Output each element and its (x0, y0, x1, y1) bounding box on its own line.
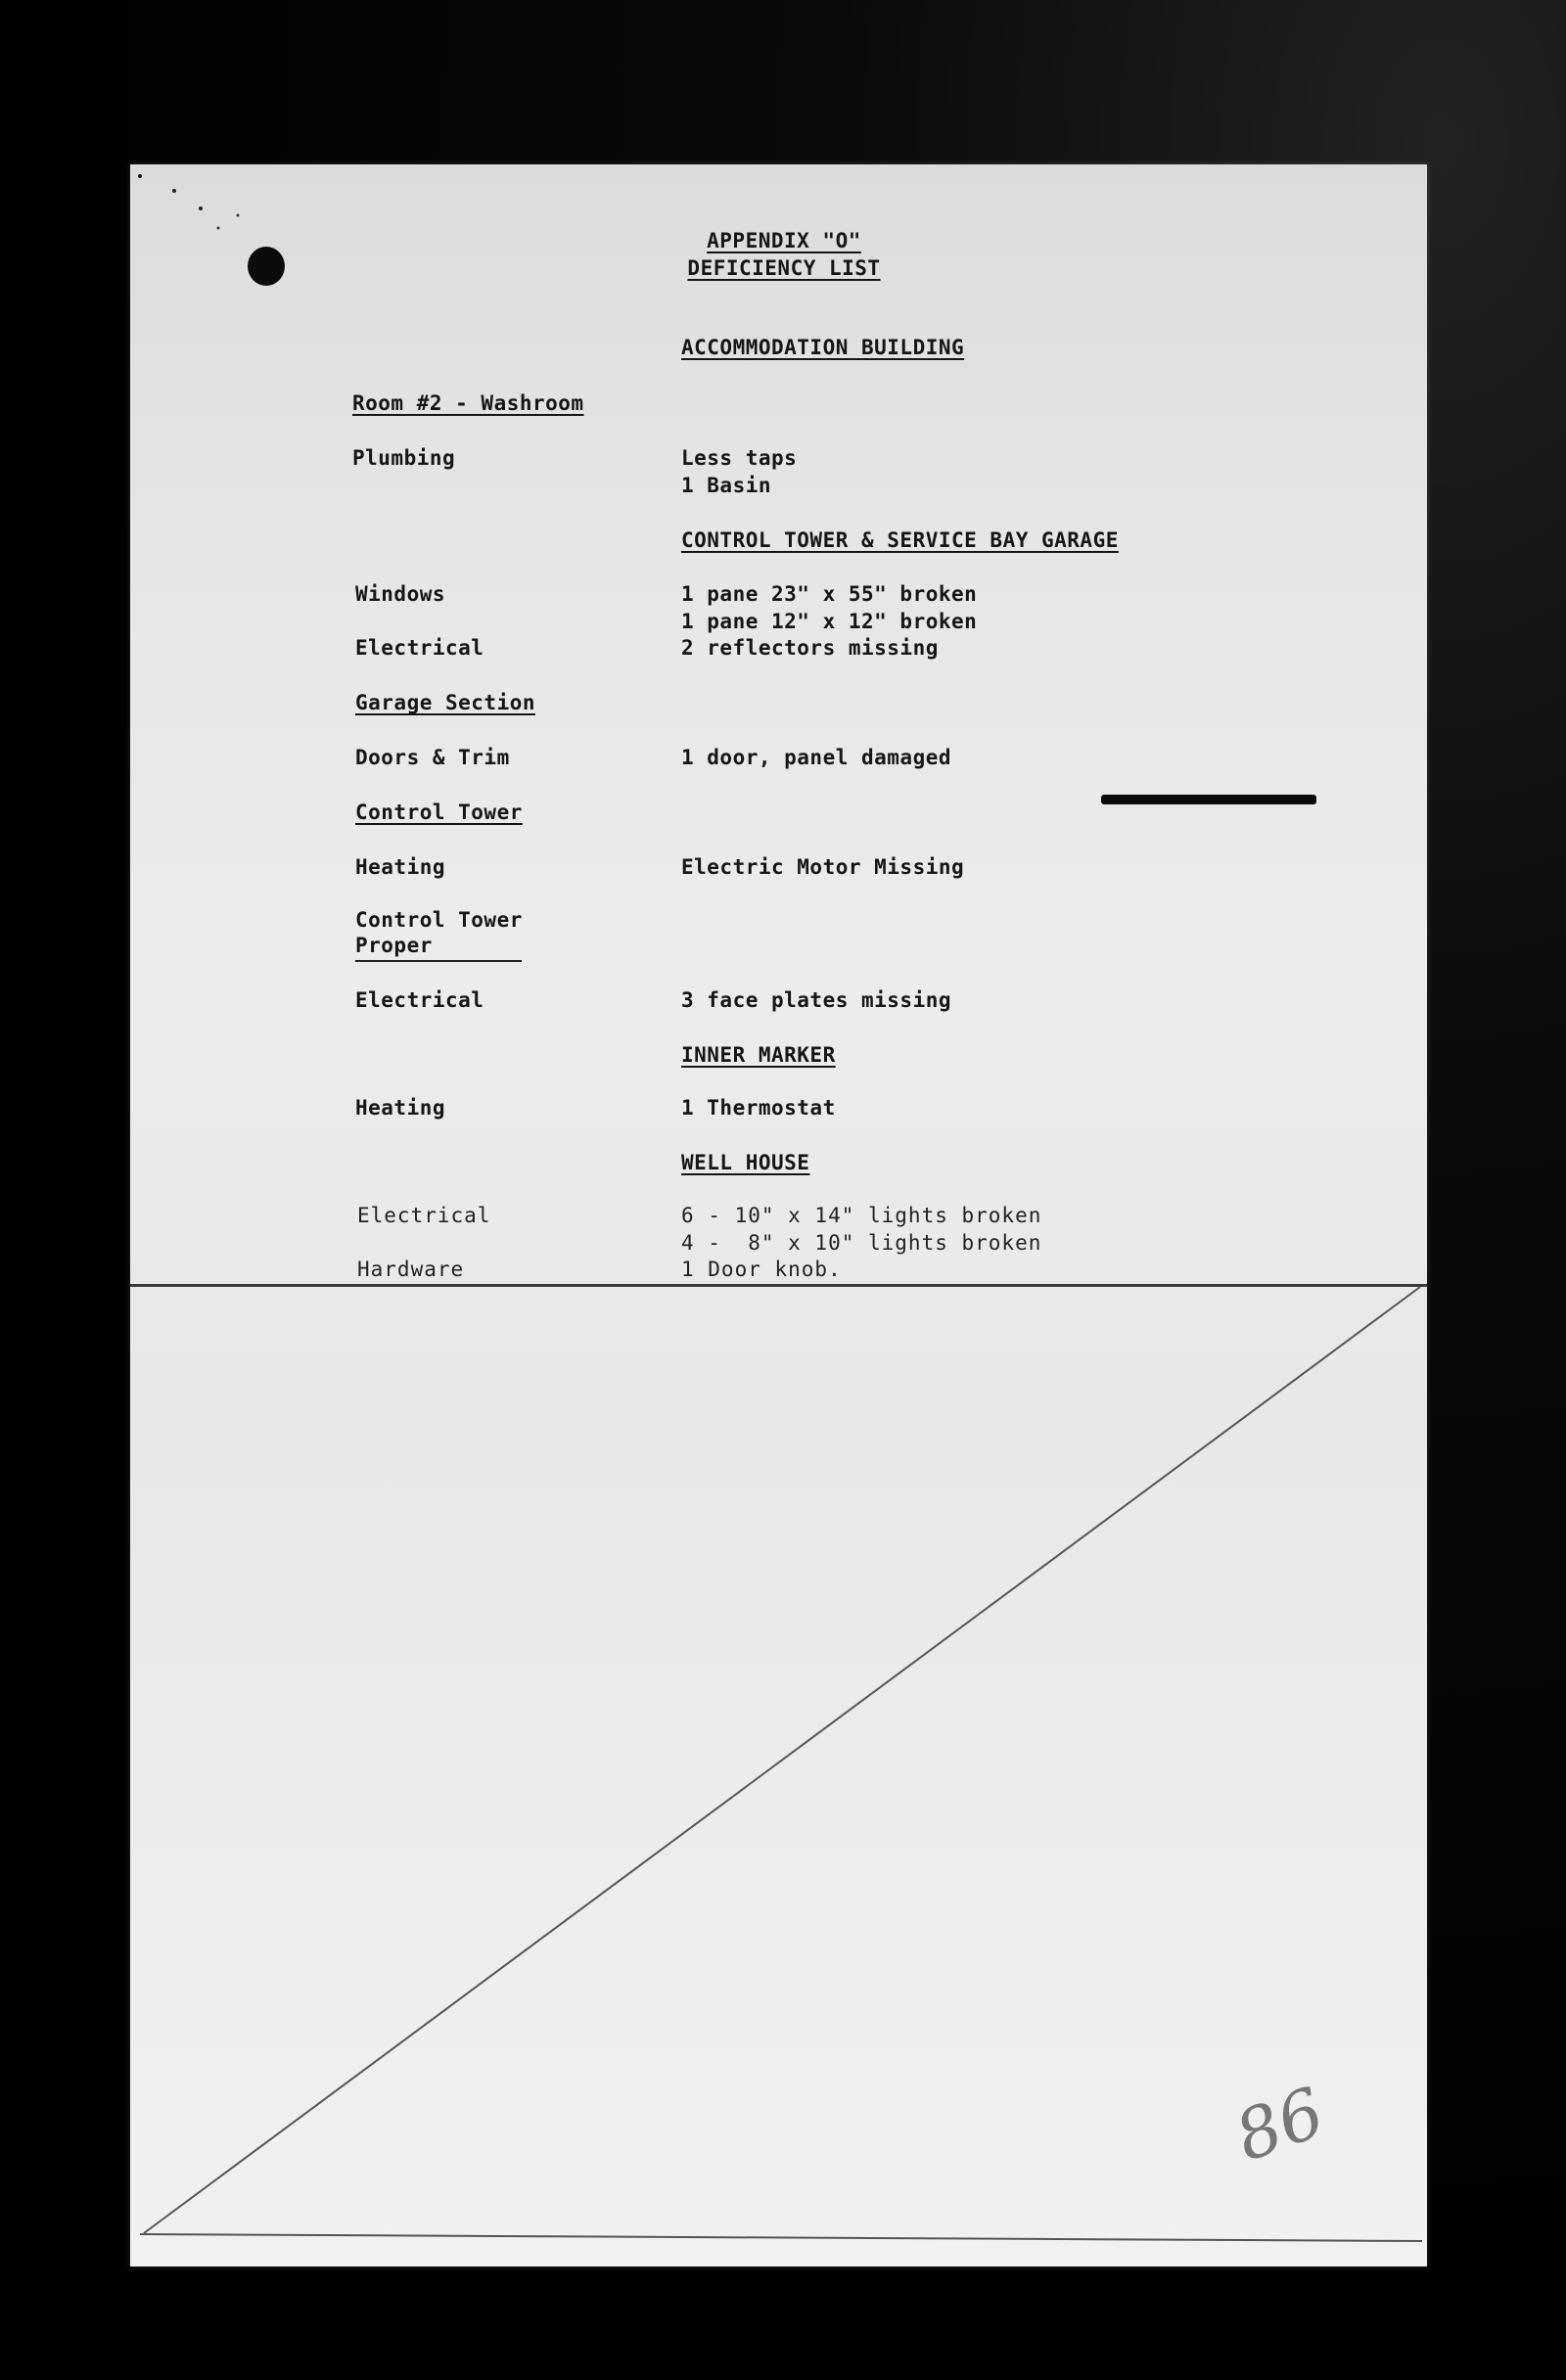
item-face-plates: 3 face plates missing (681, 988, 952, 1012)
subsection-control-tower-proper-line1: Control Tower (355, 908, 523, 932)
item-pane-1: 1 pane 23" x 55" broken (681, 582, 978, 606)
item-less-taps: Less taps (681, 446, 798, 470)
label-windows: Windows (355, 582, 446, 606)
subsection-control-tower-proper-line2: Proper (355, 934, 433, 957)
item-reflectors: 2 reflectors missing (681, 636, 939, 660)
tape-mark (1101, 795, 1316, 804)
section-accommodation: ACCOMMODATION BUILDING (681, 336, 965, 359)
label-electrical-2: Electrical (355, 988, 484, 1012)
label-plumbing: Plumbing (352, 446, 456, 470)
appendix-heading: APPENDIX "O" (707, 229, 861, 252)
section-well-house: WELL HOUSE (681, 1151, 810, 1174)
label-heating-2: Heating (355, 1096, 446, 1120)
item-pane-2: 1 pane 12" x 12" broken (681, 610, 978, 633)
subsection-control-tower: Control Tower (355, 801, 523, 824)
item-lights-2: 4 - 8" x 10" lights broken (681, 1231, 1042, 1255)
subsection-garage: Garage Section (355, 691, 536, 714)
section-control-tower-garage: CONTROL TOWER & SERVICE BAY GARAGE (681, 528, 1119, 552)
item-lights-1: 6 - 10" x 14" lights broken (681, 1204, 1042, 1227)
handwritten-page-number: 86 (1224, 2072, 1335, 2177)
item-basin: 1 Basin (681, 474, 772, 497)
label-electrical-1: Electrical (355, 636, 484, 660)
cancellation-lines (130, 164, 1427, 2266)
item-door-knob: 1 Door knob. (681, 1258, 842, 1281)
label-hardware: Hardware (357, 1258, 465, 1281)
section-inner-marker: INNER MARKER (681, 1043, 836, 1067)
subsection-room2: Room #2 - Washroom (352, 391, 584, 415)
item-door-panel: 1 door, panel damaged (681, 746, 952, 769)
item-motor: Electric Motor Missing (681, 855, 965, 879)
label-electrical-3: Electrical (357, 1204, 491, 1227)
label-heating-1: Heating (355, 855, 446, 879)
label-doors-trim: Doors & Trim (355, 746, 510, 769)
document-title: DEFICIENCY LIST (687, 256, 881, 280)
item-thermostat: 1 Thermostat (681, 1096, 836, 1120)
document-page (130, 164, 1427, 2266)
